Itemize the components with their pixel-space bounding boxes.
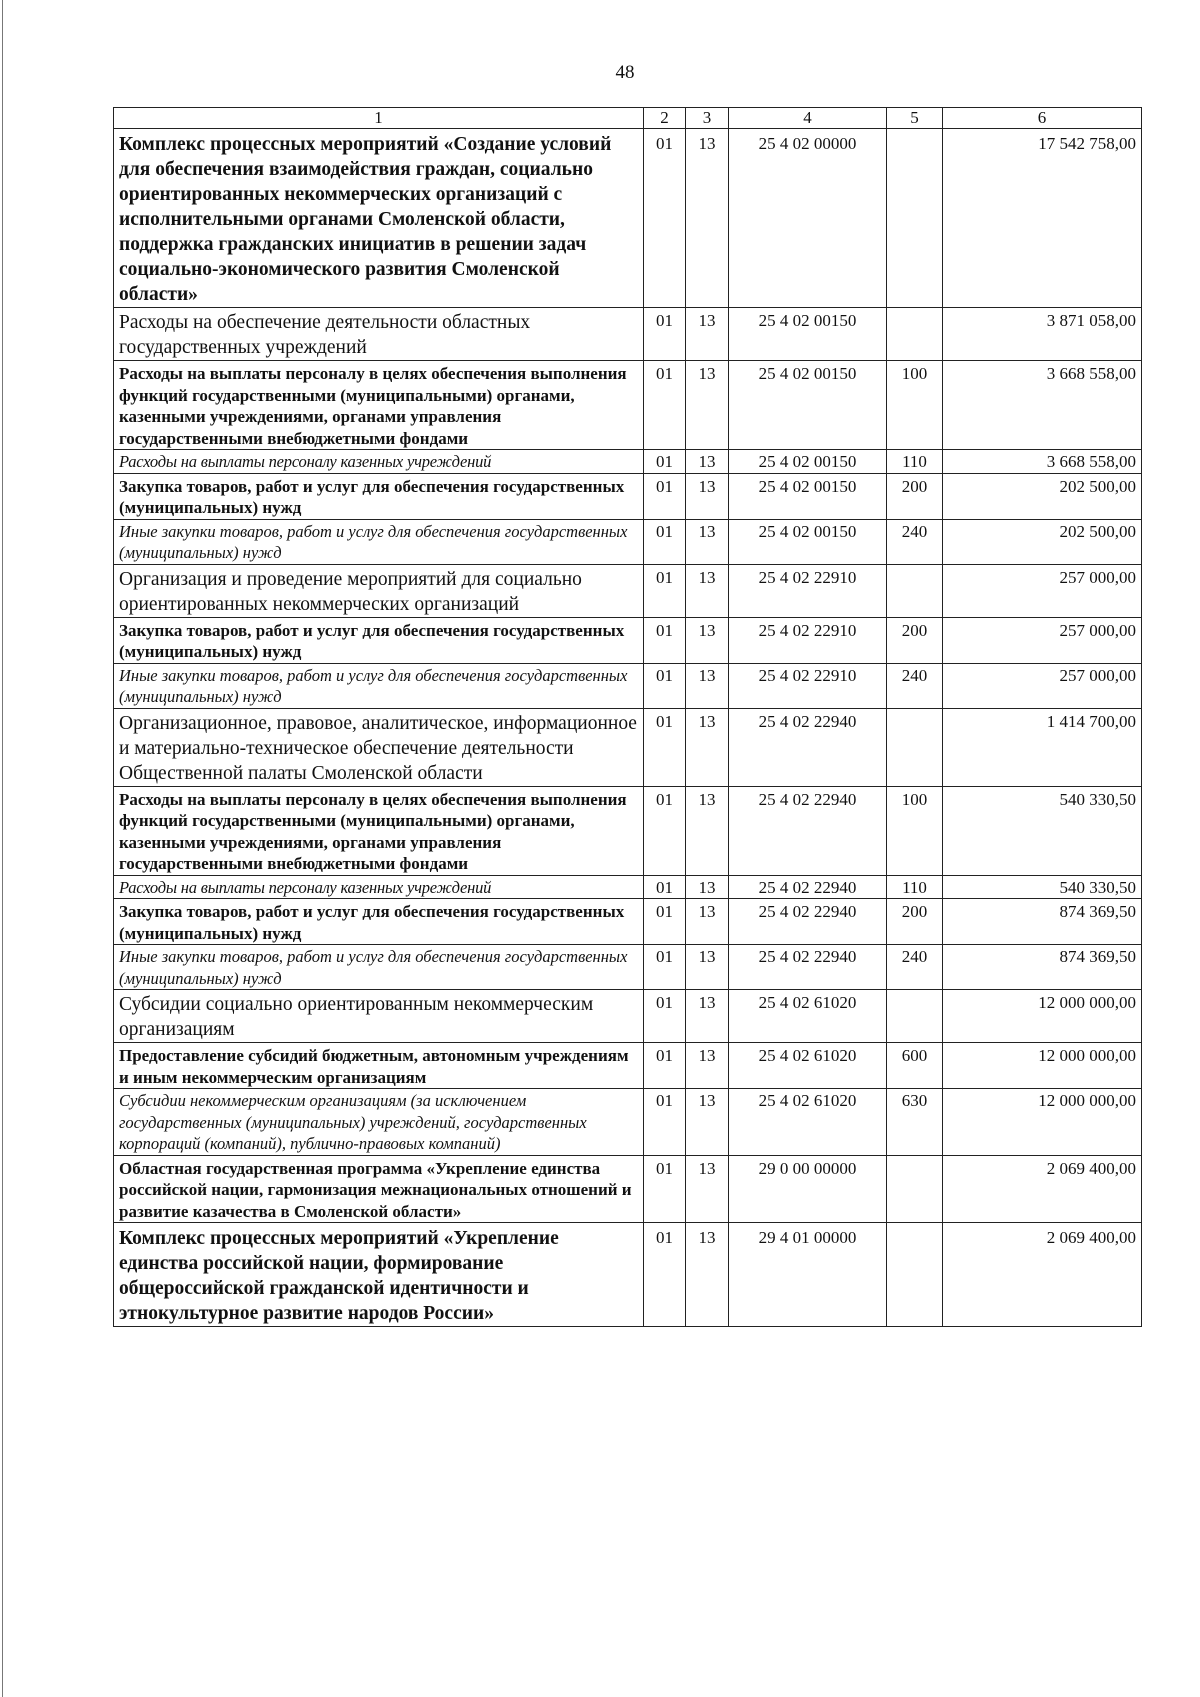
row-name-cell: Иные закупки товаров, работ и услуг для обеспечения государственных (муниципальных) нужд bbox=[114, 945, 644, 990]
row-subsection-cell: 13 bbox=[686, 1043, 729, 1089]
table-row bbox=[114, 361, 1142, 450]
row-target-article-cell: 25 4 02 00150 bbox=[729, 361, 887, 450]
header-col-6: 6 bbox=[943, 108, 1142, 129]
header-col-1: 1 bbox=[114, 108, 644, 129]
header-col-2: 2 bbox=[644, 108, 686, 129]
row-subsection-cell: 13 bbox=[686, 1223, 729, 1327]
row-name-cell: Субсидии социально ориентированным некоммерческим организациям bbox=[114, 990, 644, 1043]
row-expense-type-cell: 100 bbox=[887, 361, 943, 450]
row-section-cell: 01 bbox=[644, 899, 686, 945]
row-target-article-cell: 25 4 02 00150 bbox=[729, 450, 887, 474]
row-name-cell: Субсидии некоммерческим организациям (за исключением государственных (муниципальных) учреждений, государственных корпораций (компаний), публично-правовых компаний) bbox=[114, 1089, 644, 1156]
row-subsection-cell: 13 bbox=[686, 473, 729, 519]
row-amount-cell: 2 069 400,00 bbox=[943, 1223, 1142, 1327]
row-name-cell: Закупка товаров, работ и услуг для обеспечения государственных (муниципальных) нужд bbox=[114, 899, 644, 945]
row-amount-cell: 12 000 000,00 bbox=[943, 1043, 1142, 1089]
table-row bbox=[114, 564, 1142, 617]
row-target-article-cell: 25 4 02 61020 bbox=[729, 990, 887, 1043]
header-col-5: 5 bbox=[887, 108, 943, 129]
row-section-cell: 01 bbox=[644, 564, 686, 617]
table-row bbox=[114, 1155, 1142, 1223]
row-expense-type-cell bbox=[887, 1223, 943, 1327]
row-section-cell: 01 bbox=[644, 450, 686, 474]
row-subsection-cell: 13 bbox=[686, 129, 729, 308]
row-section-cell: 01 bbox=[644, 129, 686, 308]
row-name-cell: Расходы на выплаты персоналу в целях обеспечения выполнения функций государственными (муниципальными) органами, казенными учреждениями, органами управления государственными внебюджетными фондами bbox=[114, 361, 644, 450]
row-section-cell: 01 bbox=[644, 708, 686, 786]
row-amount-cell: 1 414 700,00 bbox=[943, 708, 1142, 786]
row-subsection-cell: 13 bbox=[686, 519, 729, 564]
row-subsection-cell: 13 bbox=[686, 708, 729, 786]
row-amount-cell: 540 330,50 bbox=[943, 786, 1142, 875]
row-section-cell: 01 bbox=[644, 786, 686, 875]
row-expense-type-cell bbox=[887, 708, 943, 786]
row-target-article-cell: 25 4 02 61020 bbox=[729, 1089, 887, 1156]
row-expense-type-cell: 200 bbox=[887, 899, 943, 945]
row-expense-type-cell bbox=[887, 129, 943, 308]
table-row bbox=[114, 663, 1142, 708]
table-row bbox=[114, 875, 1142, 899]
row-name-cell: Закупка товаров, работ и услуг для обеспечения государственных (муниципальных) нужд bbox=[114, 473, 644, 519]
row-amount-cell: 12 000 000,00 bbox=[943, 1089, 1142, 1156]
table-row bbox=[114, 308, 1142, 361]
row-subsection-cell: 13 bbox=[686, 875, 729, 899]
row-section-cell: 01 bbox=[644, 945, 686, 990]
row-target-article-cell: 25 4 02 22940 bbox=[729, 708, 887, 786]
row-expense-type-cell: 110 bbox=[887, 875, 943, 899]
row-amount-cell: 257 000,00 bbox=[943, 663, 1142, 708]
row-amount-cell: 17 542 758,00 bbox=[943, 129, 1142, 308]
table-row bbox=[114, 708, 1142, 786]
table-row bbox=[114, 1043, 1142, 1089]
row-section-cell: 01 bbox=[644, 1223, 686, 1327]
row-target-article-cell: 25 4 02 00150 bbox=[729, 519, 887, 564]
table-row bbox=[114, 617, 1142, 663]
row-subsection-cell: 13 bbox=[686, 899, 729, 945]
row-name-cell: Расходы на выплаты персоналу казенных учреждений bbox=[114, 450, 644, 474]
table-row bbox=[114, 473, 1142, 519]
row-section-cell: 01 bbox=[644, 1043, 686, 1089]
row-section-cell: 01 bbox=[644, 519, 686, 564]
row-expense-type-cell bbox=[887, 308, 943, 361]
row-target-article-cell: 25 4 02 22910 bbox=[729, 617, 887, 663]
table-row bbox=[114, 990, 1142, 1043]
row-expense-type-cell: 630 bbox=[887, 1089, 943, 1156]
row-section-cell: 01 bbox=[644, 875, 686, 899]
scan-margin-line bbox=[2, 0, 3, 1697]
row-name-cell: Организационное, правовое, аналитическое, информационное и материально-техническое обеспечение деятельности Общественной палаты Смоленской области bbox=[114, 708, 644, 786]
row-amount-cell: 257 000,00 bbox=[943, 617, 1142, 663]
row-target-article-cell: 25 4 02 22940 bbox=[729, 945, 887, 990]
row-subsection-cell: 13 bbox=[686, 617, 729, 663]
row-amount-cell: 12 000 000,00 bbox=[943, 990, 1142, 1043]
row-name-cell: Иные закупки товаров, работ и услуг для обеспечения государственных (муниципальных) нужд bbox=[114, 519, 644, 564]
row-target-article-cell: 25 4 02 22940 bbox=[729, 786, 887, 875]
row-amount-cell: 3 668 558,00 bbox=[943, 361, 1142, 450]
header-col-3: 3 bbox=[686, 108, 729, 129]
row-subsection-cell: 13 bbox=[686, 945, 729, 990]
row-name-cell: Предоставление субсидий бюджетным, автономным учреждениям и иным некоммерческим организациям bbox=[114, 1043, 644, 1089]
row-target-article-cell: 25 4 02 00000 bbox=[729, 129, 887, 308]
row-expense-type-cell bbox=[887, 564, 943, 617]
row-target-article-cell: 25 4 02 22910 bbox=[729, 564, 887, 617]
row-target-article-cell: 25 4 02 00150 bbox=[729, 308, 887, 361]
row-target-article-cell: 25 4 02 22910 bbox=[729, 663, 887, 708]
row-target-article-cell: 29 0 00 00000 bbox=[729, 1155, 887, 1223]
row-name-cell: Расходы на выплаты персоналу казенных учреждений bbox=[114, 875, 644, 899]
row-section-cell: 01 bbox=[644, 361, 686, 450]
row-subsection-cell: 13 bbox=[686, 361, 729, 450]
row-amount-cell: 874 369,50 bbox=[943, 945, 1142, 990]
row-amount-cell: 2 069 400,00 bbox=[943, 1155, 1142, 1223]
row-subsection-cell: 13 bbox=[686, 1155, 729, 1223]
row-amount-cell: 202 500,00 bbox=[943, 519, 1142, 564]
row-name-cell: Областная государственная программа «Укрепление единства российской нации, гармонизация межнациональных отношений и развитие казачества в Смоленской области» bbox=[114, 1155, 644, 1223]
table-row bbox=[114, 1223, 1142, 1327]
row-subsection-cell: 13 bbox=[686, 564, 729, 617]
table-row bbox=[114, 786, 1142, 875]
table-header-row bbox=[114, 108, 1142, 129]
table-row bbox=[114, 450, 1142, 474]
row-section-cell: 01 bbox=[644, 617, 686, 663]
row-expense-type-cell bbox=[887, 1155, 943, 1223]
table-row bbox=[114, 519, 1142, 564]
row-expense-type-cell: 110 bbox=[887, 450, 943, 474]
table-row bbox=[114, 899, 1142, 945]
row-name-cell: Иные закупки товаров, работ и услуг для обеспечения государственных (муниципальных) нужд bbox=[114, 663, 644, 708]
table-row bbox=[114, 1089, 1142, 1156]
row-name-cell: Расходы на выплаты персоналу в целях обеспечения выполнения функций государственными (муниципальными) органами, казенными учреждениями, органами управления государственными внебюджетными фондами bbox=[114, 786, 644, 875]
row-section-cell: 01 bbox=[644, 308, 686, 361]
row-target-article-cell: 29 4 01 00000 bbox=[729, 1223, 887, 1327]
row-section-cell: 01 bbox=[644, 663, 686, 708]
row-section-cell: 01 bbox=[644, 1089, 686, 1156]
row-expense-type-cell: 100 bbox=[887, 786, 943, 875]
row-amount-cell: 874 369,50 bbox=[943, 899, 1142, 945]
row-target-article-cell: 25 4 02 22940 bbox=[729, 875, 887, 899]
page-number: 48 bbox=[615, 62, 635, 83]
row-section-cell: 01 bbox=[644, 1155, 686, 1223]
budget-table-body bbox=[114, 108, 1142, 1327]
row-subsection-cell: 13 bbox=[686, 1089, 729, 1156]
row-amount-cell: 202 500,00 bbox=[943, 473, 1142, 519]
row-subsection-cell: 13 bbox=[686, 786, 729, 875]
row-subsection-cell: 13 bbox=[686, 450, 729, 474]
row-section-cell: 01 bbox=[644, 473, 686, 519]
row-expense-type-cell: 600 bbox=[887, 1043, 943, 1089]
row-expense-type-cell: 200 bbox=[887, 617, 943, 663]
row-name-cell: Закупка товаров, работ и услуг для обеспечения государственных (муниципальных) нужд bbox=[114, 617, 644, 663]
row-name-cell: Комплекс процессных мероприятий «Укрепление единства российской нации, формирование общероссийской гражданской идентичности и этнокультурное развитие народов России» bbox=[114, 1223, 644, 1327]
table-row bbox=[114, 129, 1142, 308]
row-expense-type-cell: 240 bbox=[887, 663, 943, 708]
row-target-article-cell: 25 4 02 22940 bbox=[729, 899, 887, 945]
row-target-article-cell: 25 4 02 61020 bbox=[729, 1043, 887, 1089]
row-amount-cell: 3 668 558,00 bbox=[943, 450, 1142, 474]
row-subsection-cell: 13 bbox=[686, 663, 729, 708]
budget-table bbox=[113, 107, 1142, 1327]
row-section-cell: 01 bbox=[644, 990, 686, 1043]
row-amount-cell: 3 871 058,00 bbox=[943, 308, 1142, 361]
row-target-article-cell: 25 4 02 00150 bbox=[729, 473, 887, 519]
table-row bbox=[114, 945, 1142, 990]
row-amount-cell: 257 000,00 bbox=[943, 564, 1142, 617]
row-expense-type-cell bbox=[887, 990, 943, 1043]
row-amount-cell: 540 330,50 bbox=[943, 875, 1142, 899]
row-expense-type-cell: 240 bbox=[887, 945, 943, 990]
header-col-4: 4 bbox=[729, 108, 887, 129]
row-subsection-cell: 13 bbox=[686, 990, 729, 1043]
row-expense-type-cell: 200 bbox=[887, 473, 943, 519]
row-expense-type-cell: 240 bbox=[887, 519, 943, 564]
row-name-cell: Комплекс процессных мероприятий «Создание условий для обеспечения взаимодействия граждан, социально ориентированных некоммерческих организаций с исполнительными органами Смоленской области, поддержка гражданских инициатив в решении задач социально-экономического развития Смоленской области» bbox=[114, 129, 644, 308]
row-subsection-cell: 13 bbox=[686, 308, 729, 361]
row-name-cell: Расходы на обеспечение деятельности областных государственных учреждений bbox=[114, 308, 644, 361]
row-name-cell: Организация и проведение мероприятий для социально ориентированных некоммерческих организаций bbox=[114, 564, 644, 617]
